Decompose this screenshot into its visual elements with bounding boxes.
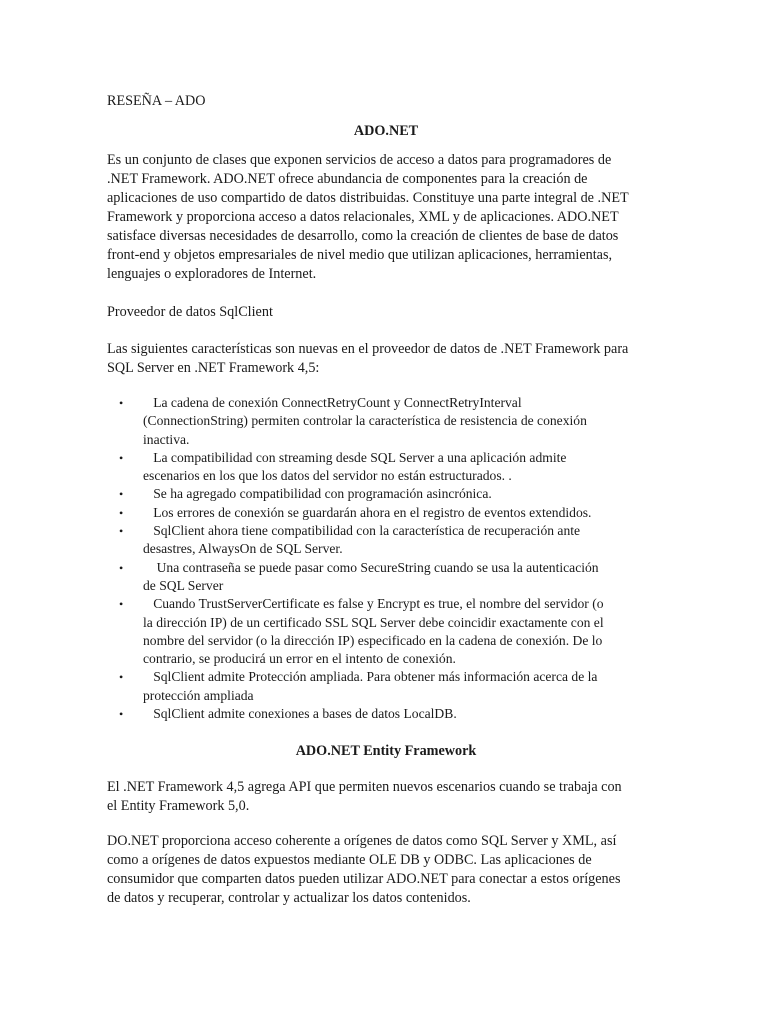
list-item-line: La cadena de conexión ConnectRetryCount y ConnectRetryInterval [143, 395, 522, 410]
ef-line: El .NET Framework 4,5 agrega API que permiten nuevos escenarios cuando se trabaja con [107, 779, 622, 795]
final-line: de datos y recuperar, controlar y actualizar los datos contenidos. [107, 890, 471, 906]
bullet-icon: • [119, 487, 124, 502]
intro-paragraph [107, 151, 665, 284]
final-line: consumidor que comparten datos pueden utilizar ADO.NET para conectar a estos orígenes [107, 871, 621, 887]
final-line: como a orígenes de datos expuestos mediante OLE DB y ODBC. Las aplicaciones de [107, 852, 592, 868]
list-item-line: protección ampliada [143, 687, 254, 703]
intro-line: .NET Framework. ADO.NET ofrece abundancia de componentes para la creación de [107, 171, 588, 187]
features-list [107, 394, 667, 723]
ef-heading: ADO.NET Entity Framework [295, 743, 477, 759]
bullet-icon: • [119, 396, 124, 410]
bullet-icon: • [119, 524, 124, 539]
list-item-line: SqlClient admite Protección ampliada. Para obtener más información acerca de la [143, 669, 598, 685]
list-item-line: de SQL Server [143, 577, 224, 593]
features-intro-paragraph [107, 340, 665, 378]
resena-label: RESEÑA – ADO [107, 93, 206, 109]
list-item [107, 449, 667, 486]
list-item [107, 485, 667, 503]
intro-line: Es un conjunto de clases que exponen servicios de acceso a datos para programadores de [107, 152, 612, 168]
intro-line: lenguajes o exploradores de Internet. [107, 266, 317, 282]
intro-line: satisface diversas necesidades de desarrollo, como la creación de clientes de base de datos [107, 228, 619, 244]
list-item-line: nombre del servidor (o la dirección IP) especificado en la cadena de conexión. De lo [143, 632, 603, 648]
list-item [107, 394, 667, 449]
features-intro-line: Las siguientes características son nuevas en el proveedor de datos de .NET Framework para [107, 341, 629, 357]
doc-title: ADO.NET [353, 123, 419, 139]
bullet-icon: • [119, 670, 124, 685]
list-item-line: la dirección IP) de un certificado SSL SQL Server debe coincidir exactamente con el [143, 614, 604, 630]
list-item-line: SqlClient ahora tiene compatibilidad con la característica de recuperación ante [143, 523, 581, 539]
bullet-icon: • [119, 505, 124, 520]
intro-line: aplicaciones de uso compartido de datos distribuidas. Constituye una parte integral de .NET [107, 190, 629, 206]
features-intro-line: SQL Server en .NET Framework 4,5: [107, 360, 320, 376]
final-paragraph [107, 832, 665, 908]
list-item-line: Cuando TrustServerCertificate es false y Encrypt es true, el nombre del servidor (o [143, 596, 604, 612]
bullet-icon: • [119, 597, 124, 612]
ef-paragraph [107, 778, 665, 816]
list-item [107, 705, 667, 723]
list-item-line: Una contraseña se puede pasar como SecureString cuando se usa la autenticación [143, 559, 599, 575]
bullet-icon: • [119, 450, 124, 465]
list-item [107, 522, 667, 559]
list-item-line: SqlClient admite conexiones a bases de datos LocalDB. [143, 706, 457, 722]
list-item-line: (ConnectionString) permiten controlar la característica de resistencia de conexión [143, 413, 587, 429]
bullet-icon: • [119, 707, 124, 722]
list-item [107, 668, 667, 705]
list-item [107, 559, 667, 596]
provider-heading: Proveedor de datos SqlClient [107, 304, 273, 320]
list-item-line: Se ha agregado compatibilidad con programación asincrónica. [143, 486, 492, 502]
bullet-icon: • [119, 560, 124, 575]
list-item [107, 504, 667, 522]
intro-line: Framework y proporciona acceso a datos relacionales, XML y de aplicaciones. ADO.NET [107, 209, 619, 225]
list-item-line: La compatibilidad con streaming desde SQL Server a una aplicación admite [143, 449, 567, 465]
final-line: DO.NET proporciona acceso coherente a orígenes de datos como SQL Server y XML, así [107, 833, 617, 849]
list-item-line: escenarios en los que los datos del servidor no están estructurados. . [143, 468, 512, 484]
list-item-line: contrario, se producirá un error en el intento de conexión. [143, 651, 456, 667]
list-item-line: desastres, AlwaysOn de SQL Server. [143, 541, 343, 557]
list-item [107, 595, 667, 668]
ef-line: el Entity Framework 5,0. [107, 798, 250, 814]
intro-line: front-end y objetos empresariales de nivel medio que utilizan aplicaciones, herramientas, [107, 247, 613, 263]
list-item-line: Los errores de conexión se guardarán ahora en el registro de eventos extendidos. [143, 504, 592, 520]
list-item-line: inactiva. [143, 431, 190, 447]
